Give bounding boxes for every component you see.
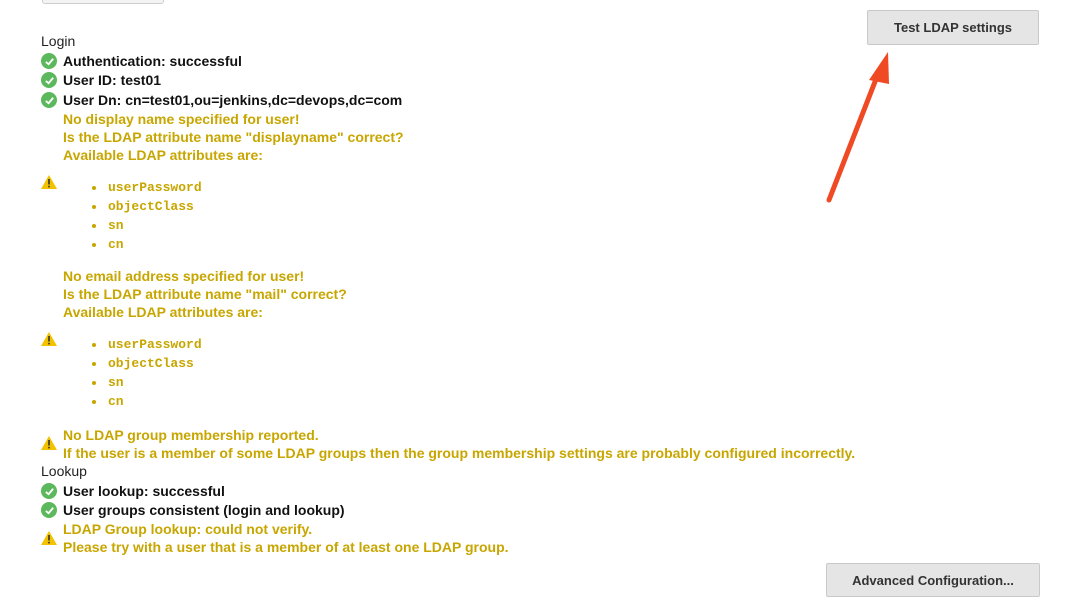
attribute-item: cn [92,235,202,254]
check-circle-icon [41,72,57,88]
result-text: User lookup: successful [63,483,225,499]
warning-line: Available LDAP attributes are: [63,304,263,320]
warning-line: No LDAP group membership reported. [63,427,319,443]
result-text: User ID: test01 [63,72,162,88]
top-button-stub [42,0,164,4]
attribute-item: objectClass [92,354,202,373]
advanced-configuration-button[interactable]: Advanced Configuration... [826,563,1040,597]
attribute-item: userPassword [92,335,202,354]
attribute-item: cn [92,392,202,411]
attribute-item: sn [92,373,202,392]
result-row [41,501,345,519]
check-circle-icon [41,53,57,69]
group-lookup-warning [63,520,509,556]
email-attribute-list [92,335,202,411]
lookup-section-title: Lookup [41,463,87,479]
display-name-attribute-list [92,178,202,254]
warning-line: If the user is a member of some LDAP groups then the group membership settings are probably configured incorrectly. [63,445,856,461]
warning-line: LDAP Group lookup: could not verify. [63,521,313,537]
warning-icon [41,332,57,346]
group-membership-warning [63,426,855,462]
warning-icon [41,531,57,545]
attribute-item: userPassword [92,178,202,197]
warning-line: Available LDAP attributes are: [63,147,263,163]
check-circle-icon [41,92,57,108]
email-warning [63,267,347,321]
login-section-title: Login [41,33,76,49]
attribute-item: objectClass [92,197,202,216]
result-row [41,71,161,89]
warning-line: Please try with a user that is a member of at least one LDAP group. [63,539,509,555]
warning-line: No email address specified for user! [63,268,305,284]
result-text: User Dn: cn=test01,ou=jenkins,dc=devops,dc=com [63,92,403,108]
warning-line: No display name specified for user! [63,111,300,127]
warning-line: Is the LDAP attribute name "displayname" correct? [63,129,404,145]
test-ldap-settings-button[interactable]: Test LDAP settings [867,10,1039,45]
check-circle-icon [41,483,57,499]
warning-icon [41,175,57,189]
display-name-warning [63,110,404,164]
warning-line: Is the LDAP attribute name "mail" correct? [63,286,347,302]
result-row [41,52,242,70]
result-text: User groups consistent (login and lookup) [63,502,345,518]
warning-icon [41,436,57,450]
result-row [41,91,402,109]
result-text: Authentication: successful [63,53,242,69]
attribute-item: sn [92,216,202,235]
result-row [41,482,225,500]
check-circle-icon [41,502,57,518]
